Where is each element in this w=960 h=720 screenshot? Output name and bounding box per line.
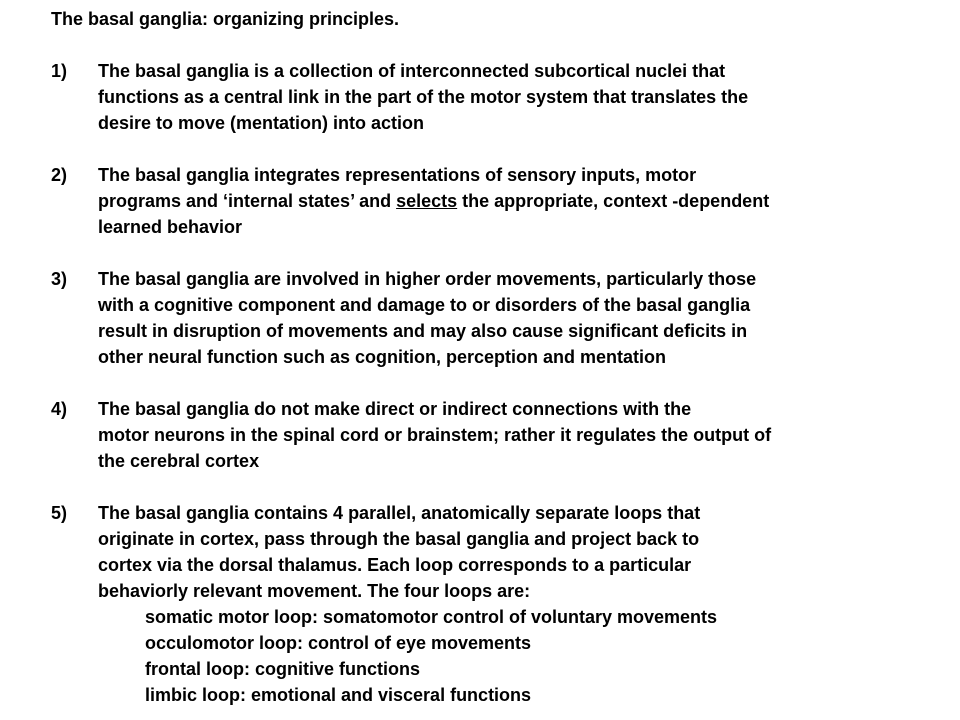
list-item-1 xyxy=(51,58,941,136)
item-text-fragment: programs and ‘internal states’ and xyxy=(98,191,397,211)
list-item-5 xyxy=(51,500,941,708)
item-number: 3) xyxy=(51,269,68,289)
item-text-line: with a cognitive component and damage to or disorders of the basal ganglia xyxy=(98,295,751,315)
document-title: The basal ganglia: organizing principles. xyxy=(51,9,400,29)
list-item-3 xyxy=(51,266,941,370)
emphasized-word: selects xyxy=(396,191,458,211)
item-text-line xyxy=(98,188,941,214)
item-text-line: learned behavior xyxy=(98,217,243,237)
item-text-line: result in disruption of movements and may also cause significant deficits in xyxy=(98,321,748,341)
item-text-line: behaviorly relevant movement. The four loops are: xyxy=(98,581,531,601)
item-text-line: the cerebral cortex xyxy=(98,451,260,471)
list-item-2 xyxy=(51,162,941,240)
principles-list xyxy=(51,58,941,708)
item-number: 2) xyxy=(51,165,68,185)
item-text-line: The basal ganglia are involved in higher order movements, particularly those xyxy=(98,269,757,289)
item-number: 4) xyxy=(51,399,68,419)
loop-item: occulomotor loop: control of eye movements xyxy=(145,633,532,653)
loop-item: frontal loop: cognitive functions xyxy=(145,659,420,679)
item-text-line: The basal ganglia integrates representations of sensory inputs, motor xyxy=(98,165,697,185)
document-page xyxy=(51,6,941,708)
item-text-fragment: the appropriate, context -dependent xyxy=(457,191,770,211)
loop-item: somatic motor loop: somatomotor control of voluntary movements xyxy=(145,607,718,627)
item-number: 5) xyxy=(51,503,68,523)
item-text-line: motor neurons in the spinal cord or brainstem; rather it regulates the output of xyxy=(98,425,772,445)
item-text-line: The basal ganglia do not make direct or indirect connections with the xyxy=(98,399,692,419)
item-text-line: cortex via the dorsal thalamus. Each loop corresponds to a particular xyxy=(98,555,692,575)
loop-item: limbic loop: emotional and visceral functions xyxy=(145,685,532,705)
item-text-line: originate in cortex, pass through the basal ganglia and project back to xyxy=(98,529,700,549)
loops-list xyxy=(98,604,941,708)
item-text-line: other neural function such as cognition, perception and mentation xyxy=(98,347,667,367)
item-text-line: The basal ganglia contains 4 parallel, anatomically separate loops that xyxy=(98,503,701,523)
item-number: 1) xyxy=(51,61,68,81)
item-text-line: desire to move (mentation) into action xyxy=(98,113,425,133)
item-text-line: functions as a central link in the part of the motor system that translates the xyxy=(98,87,749,107)
item-text-line: The basal ganglia is a collection of interconnected subcortical nuclei that xyxy=(98,61,726,81)
list-item-4 xyxy=(51,396,941,474)
